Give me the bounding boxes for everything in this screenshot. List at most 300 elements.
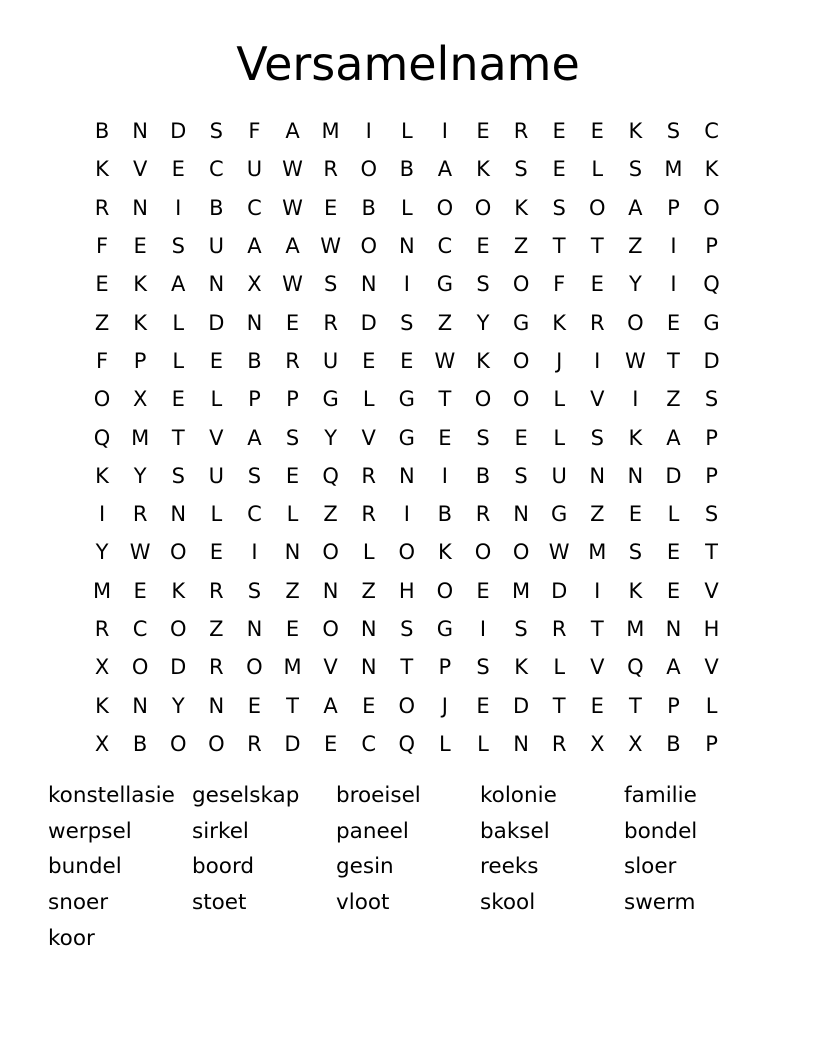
grid-letter: I bbox=[403, 272, 410, 297]
grid-letter: R bbox=[551, 617, 567, 641]
grid-letter: Y bbox=[171, 693, 185, 718]
word-list-item: sirkel bbox=[192, 818, 249, 844]
grid-letter: S bbox=[628, 540, 643, 565]
grid-letter: K bbox=[438, 540, 452, 565]
grid-letter: N bbox=[360, 655, 377, 680]
grid-letter: W bbox=[548, 540, 570, 565]
grid-letter: E bbox=[323, 195, 338, 220]
grid-letter: E bbox=[247, 693, 262, 718]
grid-letter: T bbox=[705, 540, 718, 565]
grid-letter: T bbox=[286, 693, 299, 718]
grid-letter: N bbox=[589, 463, 606, 488]
grid-letter: R bbox=[285, 348, 300, 373]
grid-letter: C bbox=[247, 502, 262, 527]
grid-row bbox=[83, 342, 731, 380]
grid-letter: P bbox=[705, 425, 718, 450]
grid-letter: D bbox=[170, 655, 187, 680]
grid-letter: E bbox=[514, 425, 528, 450]
grid-letter: O bbox=[360, 234, 377, 259]
grid-letter: L bbox=[362, 387, 375, 412]
grid-letter: O bbox=[360, 157, 377, 182]
grid-letter: P bbox=[438, 655, 452, 680]
grid-letter: V bbox=[704, 655, 719, 680]
grid-letter: R bbox=[361, 463, 376, 488]
grid-letter: G bbox=[551, 502, 568, 527]
grid-row bbox=[83, 112, 731, 150]
grid-letter: I bbox=[670, 234, 677, 259]
grid-letter: E bbox=[666, 578, 681, 603]
word-list-item: konstellasie bbox=[48, 783, 175, 808]
word-list-item: geselskap bbox=[192, 783, 300, 808]
grid-row bbox=[83, 227, 731, 265]
grid-letter: V bbox=[361, 425, 376, 450]
grid-letter: R bbox=[475, 502, 491, 527]
grid-letter: E bbox=[590, 119, 604, 144]
grid-row bbox=[83, 686, 731, 724]
grid-letter: L bbox=[210, 387, 223, 412]
grid-letter: I bbox=[98, 502, 106, 527]
word-list-item: familie bbox=[624, 783, 697, 808]
grid-letter: M bbox=[512, 578, 531, 603]
grid-letter: N bbox=[284, 540, 301, 565]
grid-letter: O bbox=[322, 540, 339, 565]
grid-letter: I bbox=[251, 540, 258, 565]
word-list bbox=[48, 778, 768, 956]
grid-row bbox=[83, 189, 731, 227]
grid-letter: V bbox=[590, 387, 605, 412]
grid-letter: Z bbox=[323, 502, 338, 527]
grid-letter: P bbox=[705, 731, 718, 756]
word-list-item: baksel bbox=[480, 818, 550, 844]
grid-letter: N bbox=[360, 617, 377, 641]
grid-letter: R bbox=[323, 310, 338, 335]
grid-letter: T bbox=[552, 693, 566, 718]
grid-letter: A bbox=[628, 195, 643, 220]
grid-letter: S bbox=[628, 157, 643, 182]
grid-letter: N bbox=[132, 195, 148, 220]
grid-letter: E bbox=[285, 310, 300, 335]
grid-letter: C bbox=[437, 234, 453, 259]
grid-row bbox=[83, 572, 731, 610]
grid-letter: Z bbox=[666, 387, 681, 412]
grid-letter: A bbox=[285, 119, 300, 144]
word-list-item: gesin bbox=[336, 854, 394, 880]
grid-letter: G bbox=[398, 425, 415, 450]
grid-row bbox=[83, 380, 731, 418]
grid-letter: K bbox=[476, 348, 490, 373]
grid-letter: D bbox=[512, 693, 530, 718]
grid-letter: S bbox=[514, 463, 528, 488]
grid-letter: N bbox=[322, 578, 339, 603]
grid-letter: Q bbox=[627, 655, 644, 680]
grid-letter: I bbox=[403, 502, 410, 527]
grid-letter: D bbox=[703, 348, 720, 373]
grid-letter: L bbox=[553, 425, 566, 450]
grid-letter: G bbox=[703, 310, 720, 335]
grid-letter: S bbox=[476, 655, 490, 680]
grid-letter: P bbox=[667, 693, 680, 718]
grid-letter: E bbox=[438, 425, 452, 450]
grid-letter: Z bbox=[628, 234, 643, 259]
grid-letter: W bbox=[320, 234, 341, 259]
word-list-item: bundel bbox=[48, 854, 122, 880]
grid-letter: R bbox=[209, 578, 224, 603]
grid-letter: L bbox=[400, 119, 413, 144]
grid-row bbox=[83, 418, 731, 456]
grid-letter: A bbox=[247, 425, 262, 450]
grid-letter: K bbox=[95, 157, 109, 182]
grid-letter: O bbox=[246, 655, 263, 680]
grid-letter: H bbox=[703, 617, 720, 641]
grid-letter: I bbox=[175, 195, 182, 220]
grid-letter: O bbox=[703, 195, 720, 220]
grid-letter: A bbox=[666, 425, 681, 450]
grid-letter: I bbox=[365, 119, 372, 144]
grid-letter: K bbox=[171, 578, 186, 603]
grid-letter: E bbox=[171, 157, 185, 182]
grid-letter: W bbox=[129, 540, 151, 565]
word-list-item: koor bbox=[48, 925, 95, 951]
grid-letter: O bbox=[93, 387, 111, 412]
grid-letter: P bbox=[286, 387, 299, 412]
grid-letter: D bbox=[170, 119, 187, 144]
grid-letter: B bbox=[361, 195, 376, 220]
grid-letter: Y bbox=[628, 272, 642, 297]
grid-letter: O bbox=[208, 731, 225, 756]
grid-letter: Z bbox=[513, 234, 529, 259]
grid-letter: W bbox=[624, 348, 646, 373]
word-list-item: werpsel bbox=[48, 818, 132, 844]
grid-letter: E bbox=[552, 157, 566, 182]
grid-letter: M bbox=[588, 540, 607, 565]
grid-letter: S bbox=[285, 425, 300, 450]
grid-letter: E bbox=[400, 348, 414, 373]
grid-letter: O bbox=[398, 540, 416, 565]
page-title: Versamelname bbox=[236, 37, 580, 91]
grid-letter: K bbox=[628, 578, 643, 603]
grid-letter: K bbox=[133, 310, 148, 335]
grid-letter: S bbox=[514, 157, 528, 182]
grid-letter: Z bbox=[437, 310, 453, 335]
grid-letter: L bbox=[705, 693, 718, 718]
grid-letter: V bbox=[323, 655, 338, 680]
grid-letter: L bbox=[667, 502, 680, 527]
grid-letter: L bbox=[172, 348, 185, 373]
grid-letter: O bbox=[398, 693, 416, 718]
grid-letter: G bbox=[398, 387, 415, 412]
grid-letter: O bbox=[474, 195, 492, 220]
grid-letter: K bbox=[628, 119, 643, 144]
grid-letter: U bbox=[208, 234, 225, 259]
grid-letter: V bbox=[209, 425, 224, 450]
grid-letter: Y bbox=[95, 540, 109, 565]
grid-letter: G bbox=[512, 310, 530, 335]
grid-letter: R bbox=[132, 502, 148, 527]
grid-letter: B bbox=[209, 195, 224, 220]
grid-letter: O bbox=[322, 617, 339, 641]
grid-letter: S bbox=[514, 617, 528, 641]
grid-letter: T bbox=[171, 425, 185, 450]
grid-letter: T bbox=[628, 693, 642, 718]
grid-letter: S bbox=[552, 195, 566, 220]
grid-letter: S bbox=[476, 425, 490, 450]
grid-letter: R bbox=[94, 195, 110, 220]
grid-letter: R bbox=[589, 310, 605, 335]
word-list-item: boord bbox=[192, 854, 255, 880]
grid-letter: X bbox=[247, 272, 262, 297]
grid-letter: E bbox=[476, 578, 490, 603]
grid-letter: N bbox=[513, 502, 529, 527]
grid-letter: E bbox=[628, 502, 642, 527]
grid-letter: D bbox=[665, 463, 682, 488]
grid-letter: D bbox=[208, 310, 225, 335]
grid-letter: N bbox=[170, 502, 187, 527]
grid-letter: O bbox=[627, 310, 644, 335]
grid-letter: E bbox=[362, 693, 376, 718]
grid-letter: W bbox=[282, 157, 303, 182]
grid-letter: E bbox=[552, 119, 566, 144]
word-list-item: skool bbox=[480, 890, 536, 916]
grid-letter: W bbox=[434, 348, 456, 373]
grid-letter: O bbox=[169, 540, 187, 565]
word-list-item: kolonie bbox=[480, 783, 557, 808]
grid-letter: Z bbox=[94, 310, 110, 335]
grid-letter: T bbox=[590, 234, 604, 259]
grid-letter: L bbox=[553, 655, 566, 680]
grid-letter: S bbox=[209, 119, 223, 144]
grid-letter: Z bbox=[590, 502, 605, 527]
grid-letter: N bbox=[208, 693, 225, 718]
grid-letter: S bbox=[476, 272, 490, 297]
grid-letter: S bbox=[666, 119, 681, 144]
grid-letter: U bbox=[208, 463, 225, 488]
grid-letter: T bbox=[552, 234, 566, 259]
grid-letter: E bbox=[476, 119, 490, 144]
grid-letter: D bbox=[551, 578, 568, 603]
grid-letter: D bbox=[360, 310, 377, 335]
grid-letter: P bbox=[248, 387, 261, 412]
grid-letter: K bbox=[514, 655, 528, 680]
grid-letter: E bbox=[590, 693, 604, 718]
grid-letter: C bbox=[132, 617, 148, 641]
grid-letter: Z bbox=[209, 617, 224, 641]
grid-row bbox=[83, 265, 731, 303]
grid-letter: F bbox=[96, 348, 109, 373]
word-list-item: sloer bbox=[624, 854, 677, 880]
grid-letter: O bbox=[512, 348, 530, 373]
grid-letter: K bbox=[628, 425, 643, 450]
grid-letter: O bbox=[589, 195, 606, 220]
grid-letter: J bbox=[441, 693, 448, 718]
grid-letter: I bbox=[441, 463, 448, 488]
grid-letter: V bbox=[590, 655, 605, 680]
grid-letter: Y bbox=[133, 463, 147, 488]
grid-letter: L bbox=[553, 387, 566, 412]
grid-letter: B bbox=[247, 348, 262, 373]
grid-letter: U bbox=[551, 463, 567, 488]
grid-letter: S bbox=[247, 463, 262, 488]
grid-letter: K bbox=[476, 157, 490, 182]
grid-letter: E bbox=[476, 693, 490, 718]
grid-letter: R bbox=[247, 731, 262, 756]
grid-letter: I bbox=[670, 272, 677, 297]
grid-letter: P bbox=[705, 234, 718, 259]
word-list-item: stoet bbox=[192, 890, 247, 916]
grid-letter: N bbox=[132, 119, 148, 144]
grid-letter: N bbox=[360, 272, 377, 297]
grid-letter: K bbox=[704, 157, 719, 182]
grid-letter: S bbox=[704, 387, 719, 412]
grid-letter: L bbox=[172, 310, 185, 335]
grid-letter: S bbox=[171, 234, 185, 259]
grid-letter: M bbox=[283, 655, 302, 680]
grid-letter: X bbox=[590, 731, 605, 756]
grid-letter: I bbox=[632, 387, 639, 412]
word-list-item: snoer bbox=[48, 890, 109, 916]
grid-letter: P bbox=[667, 195, 680, 220]
word-list-item: broeisel bbox=[336, 783, 421, 808]
grid-letter: L bbox=[210, 502, 223, 527]
grid-letter: A bbox=[666, 655, 681, 680]
grid-letter: A bbox=[247, 234, 262, 259]
grid-letter: E bbox=[476, 234, 490, 259]
grid-letter: G bbox=[436, 272, 454, 297]
grid-letter: E bbox=[133, 234, 147, 259]
grid-letter: K bbox=[552, 310, 567, 335]
grid-letter: A bbox=[285, 234, 300, 259]
grid-letter: E bbox=[209, 540, 223, 565]
grid-letter: O bbox=[512, 272, 530, 297]
grid-letter: O bbox=[131, 655, 149, 680]
grid-letter: C bbox=[704, 119, 719, 144]
grid-letter: V bbox=[704, 578, 719, 603]
grid-letter: A bbox=[323, 693, 338, 718]
grid-letter: L bbox=[400, 195, 413, 220]
grid-letter: M bbox=[131, 425, 150, 450]
grid-letter: Z bbox=[285, 578, 300, 603]
grid-letter: L bbox=[439, 731, 451, 756]
grid-row bbox=[83, 303, 731, 341]
grid-letter: O bbox=[169, 617, 187, 641]
grid-letter: T bbox=[400, 655, 414, 680]
grid-letter: E bbox=[285, 463, 300, 488]
grid-letter: T bbox=[438, 387, 452, 412]
grid-letter: O bbox=[512, 540, 530, 565]
grid-letter: S bbox=[247, 578, 262, 603]
grid-letter: N bbox=[208, 272, 225, 297]
grid-letter: G bbox=[436, 617, 454, 641]
grid-row bbox=[83, 495, 731, 533]
grid-letter: S bbox=[323, 272, 338, 297]
grid-letter: R bbox=[513, 119, 529, 144]
grid-letter: L bbox=[286, 502, 299, 527]
grid-letter: B bbox=[475, 463, 491, 488]
grid-row bbox=[83, 457, 731, 495]
grid-letter: R bbox=[209, 655, 224, 680]
grid-letter: S bbox=[400, 310, 414, 335]
grid-letter: A bbox=[171, 272, 186, 297]
grid-letter: X bbox=[628, 731, 643, 756]
grid-letter: L bbox=[477, 731, 489, 756]
grid-letter: E bbox=[209, 348, 223, 373]
grid-letter: M bbox=[626, 617, 645, 641]
grid-letter: Q bbox=[703, 272, 720, 297]
grid-letter: G bbox=[322, 387, 339, 412]
word-list-item: bondel bbox=[624, 818, 698, 844]
grid-letter: C bbox=[247, 195, 262, 220]
grid-letter: O bbox=[436, 578, 454, 603]
grid-letter: I bbox=[441, 119, 448, 144]
grid-letter: N bbox=[398, 463, 415, 488]
grid-letter: S bbox=[590, 425, 604, 450]
grid-letter: N bbox=[513, 731, 529, 756]
grid-letter: X bbox=[94, 655, 110, 680]
grid-letter: O bbox=[474, 540, 492, 565]
grid-letter: Y bbox=[324, 425, 338, 450]
grid-letter: E bbox=[590, 272, 604, 297]
grid-letter: Q bbox=[398, 731, 416, 756]
grid-letter: U bbox=[246, 157, 263, 182]
grid-letter: J bbox=[556, 348, 563, 373]
letter-grid bbox=[83, 112, 731, 763]
grid-letter: F bbox=[96, 234, 109, 259]
grid-letter: E bbox=[666, 310, 681, 335]
grid-letter: L bbox=[362, 540, 375, 565]
grid-letter: N bbox=[246, 617, 263, 641]
grid-letter: E bbox=[666, 540, 681, 565]
grid-letter: N bbox=[132, 693, 148, 718]
grid-letter: K bbox=[133, 272, 148, 297]
grid-letter: W bbox=[282, 195, 303, 220]
grid-letter: K bbox=[95, 693, 109, 718]
grid-letter: E bbox=[285, 617, 300, 641]
grid-letter: T bbox=[590, 617, 604, 641]
grid-letter: B bbox=[399, 157, 414, 182]
grid-letter: R bbox=[551, 731, 567, 756]
grid-letter: N bbox=[665, 617, 682, 641]
grid-letter: Q bbox=[322, 463, 339, 488]
grid-letter: K bbox=[514, 195, 528, 220]
grid-letter: M bbox=[664, 157, 683, 182]
grid-letter: P bbox=[705, 463, 718, 488]
grid-letter: I bbox=[479, 617, 487, 641]
grid-letter: Q bbox=[93, 425, 111, 450]
grid-letter: M bbox=[92, 578, 112, 603]
grid-letter: X bbox=[94, 731, 110, 756]
grid-letter: E bbox=[323, 731, 338, 756]
grid-letter: C bbox=[208, 157, 224, 182]
grid-letter: B bbox=[666, 731, 681, 756]
grid-letter: I bbox=[594, 578, 601, 603]
grid-letter: E bbox=[362, 348, 376, 373]
grid-letter: O bbox=[436, 195, 454, 220]
grid-letter: W bbox=[282, 272, 303, 297]
grid-letter: Y bbox=[476, 310, 490, 335]
grid-letter: C bbox=[361, 731, 377, 756]
grid-letter: A bbox=[437, 157, 453, 182]
grid-letter: O bbox=[512, 387, 530, 412]
word-list-item: vloot bbox=[336, 890, 390, 916]
grid-letter: E bbox=[171, 387, 185, 412]
grid-letter: P bbox=[133, 348, 147, 373]
grid-letter: N bbox=[398, 234, 415, 259]
grid-letter: F bbox=[248, 119, 261, 144]
grid-letter: U bbox=[322, 348, 339, 373]
grid-row bbox=[83, 610, 731, 648]
grid-letter: K bbox=[95, 463, 109, 488]
grid-letter: E bbox=[95, 272, 109, 297]
grid-letter: X bbox=[132, 387, 148, 412]
